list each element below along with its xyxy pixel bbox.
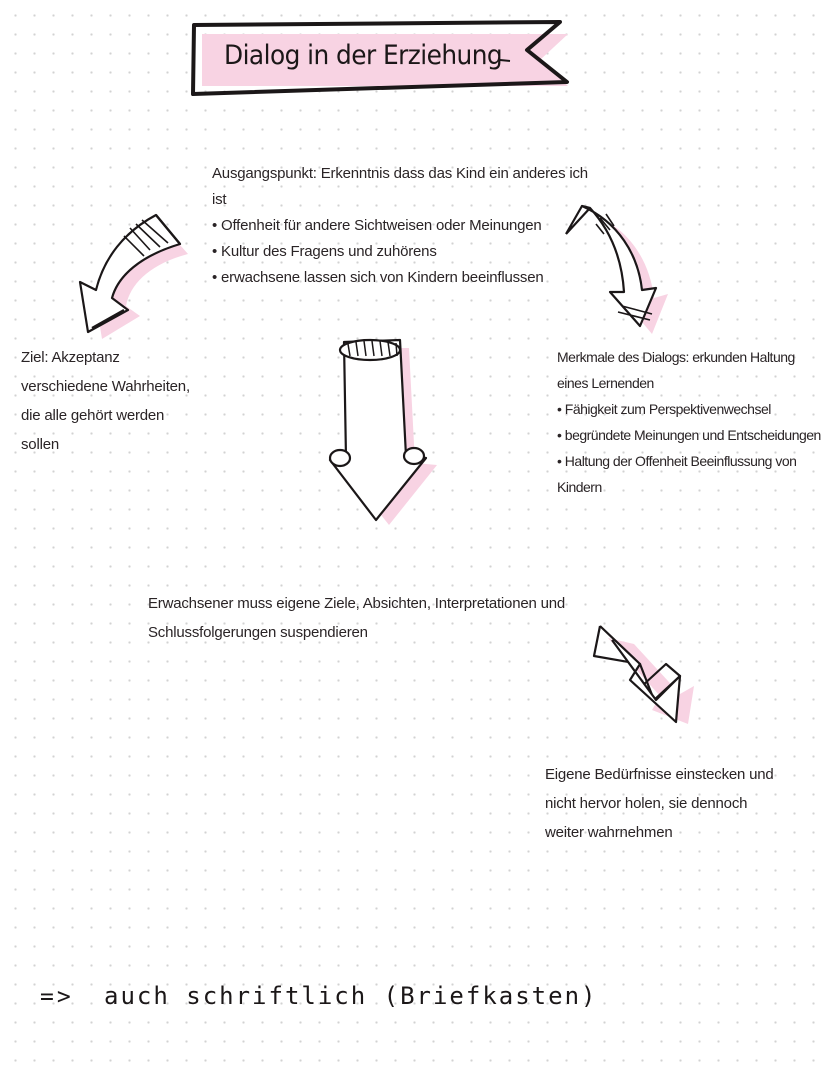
- right-note-line: • Fähigkeit zum Perspektivenwechsel: [557, 401, 771, 417]
- left-note-line: sollen: [21, 436, 59, 453]
- bottom-right-note-line: Eigene Bedürfnisse einstecken und: [545, 766, 774, 783]
- top-bullet: • Offenheit für andere Sichtweisen oder Meinungen: [212, 217, 542, 234]
- left-note-line: die alle gehört werden: [21, 407, 165, 424]
- bottom-right-note-line: weiter wahrnehmen: [545, 824, 673, 841]
- top-bullet: • Kultur des Fragens und zuhörens: [212, 243, 437, 260]
- right-note-line: • begründete Meinungen und Entscheidungen: [557, 427, 821, 443]
- page-title: Dialog in der Erziehung: [224, 40, 503, 71]
- right-note-line: Kindern: [557, 479, 602, 495]
- center-down-arrow: [330, 340, 437, 525]
- right-note-line: Merkmale des Dialogs: erkunden Haltung: [557, 349, 795, 365]
- right-note-line: • Haltung der Offenheit Beeinflussung von: [557, 453, 797, 469]
- left-note: [21, 343, 190, 459]
- right-note: [557, 344, 821, 500]
- top-note: [212, 161, 588, 291]
- top-heading-line: ist: [212, 191, 227, 208]
- left-note-line: verschiedene Wahrheiten,: [21, 378, 190, 395]
- handwritten-note: auch schriftlich (Briefkasten): [104, 982, 598, 1010]
- middle-note-line: Erwachsener muss eigene Ziele, Absichten, Interpretationen und: [148, 595, 566, 612]
- handwritten-arrow: =>: [40, 984, 74, 1010]
- middle-note-line: Schlussfolgerungen suspendieren: [148, 624, 368, 641]
- middle-note: [148, 589, 565, 647]
- bottom-right-note: [545, 760, 774, 847]
- bottom-right-note-line: nicht hervor holen, sie dennoch: [545, 795, 748, 812]
- top-bullet: • erwachsene lassen sich von Kindern beeinflussen: [212, 269, 544, 286]
- left-note-line: Ziel: Akzeptanz: [21, 349, 120, 366]
- top-heading-line: Ausgangspunkt: Erkenntnis dass das Kind ein anderes ich: [212, 165, 588, 182]
- left-curved-arrow: [80, 215, 188, 339]
- lower-right-arrow: [594, 626, 694, 724]
- right-note-line: eines Lernenden: [557, 375, 654, 391]
